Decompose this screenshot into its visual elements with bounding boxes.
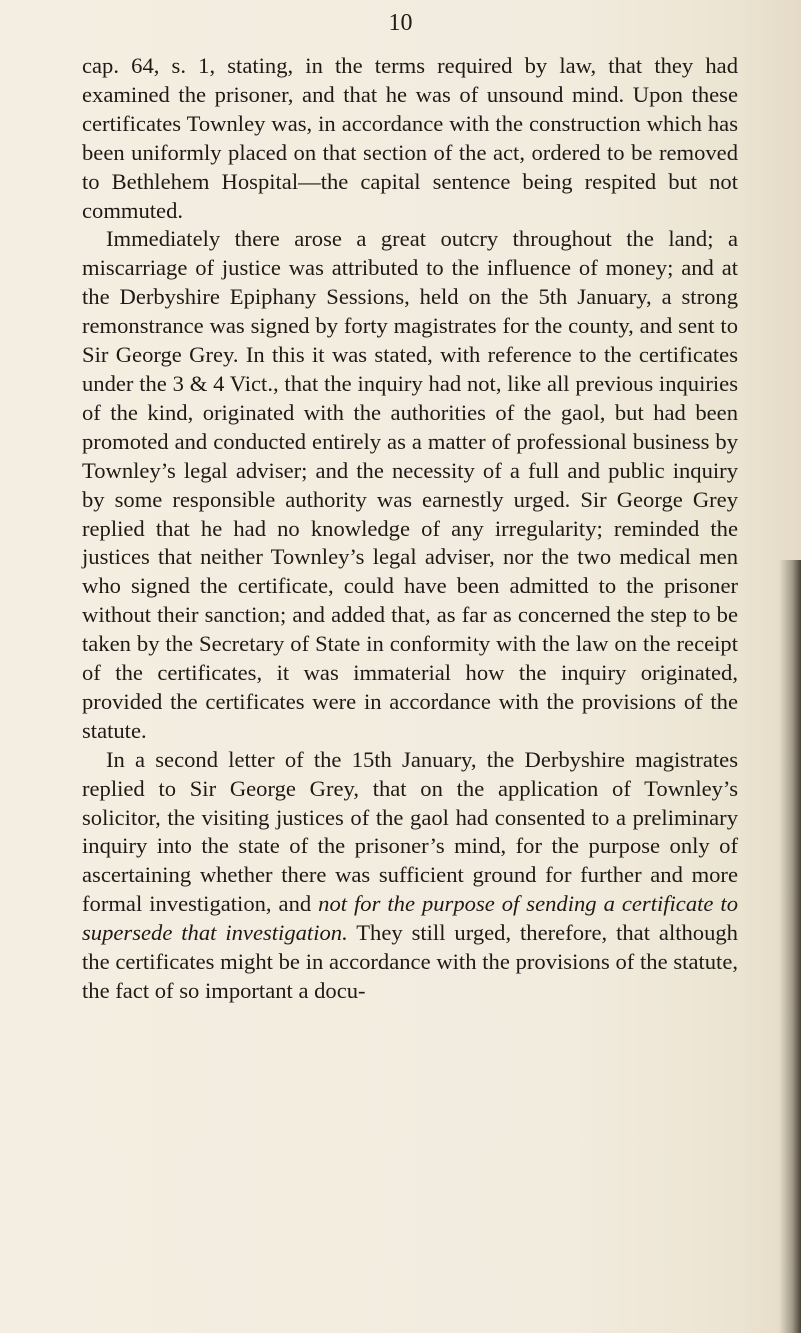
page-number: 10 <box>388 10 413 36</box>
paragraph-3-start: In a second letter of the 15th January, the Derbyshire magistrates replied to Sir George Grey, that on the application of Townley’s solicitor, the visiting justices of the gaol had consented to a preliminary inquiry into the state of the prisoner’s mind, for the purpose only of ascertaining whether there was sufficient ground for further and more formal investigation, and <box>82 746 738 917</box>
paragraph-2: Immediately there arose a great outcry throughout the land; a miscarriage of justice was attributed to the influence of money; and at the Derbyshire Epiphany Sessions, held on the 5th January, a strong remonstrance was signed by forty magistrates for the county, and sent to Sir George Grey. In this it was stated, with reference to the certificates under the 3 & 4 Vict., that the inquiry had not, like all previous inquiries of the kind, originated with the authorities of the gaol, but had been promoted and conducted entirely as a matter of professional business by Townley’s legal adviser; and the necessity of a full and public inquiry by some responsible authority was earnestly urged. Sir George Grey replied that he had no knowledge of any irregularity; reminded the justices that neither Townley’s legal adviser, nor the two medical men who signed the certificate, could have been admitted to the prisoner without their sanction; and added that, as far as concerned the step to be taken by the Secretary of State in conformity with the law on the receipt of the certificates, it was immaterial how the inquiry originated, provided the certificates were in accordance with the provisions of the statute. <box>82 226 738 743</box>
paragraph-3 <box>82 746 738 1006</box>
body-text <box>82 52 738 1006</box>
paragraph-3-italic: not for the purpose of sending a certificate to supersede that investigation. <box>82 891 738 946</box>
paragraph-1: cap. 64, s. 1, stating, in the terms required by law, that they had examined the prisoner, and that he was of unsound mind. Upon these certificates Townley was, in accordance with the construction which has been uniformly placed on that section of the act, ordered to be removed to Bethlehem Hospital—the capital sentence being respited but not commuted. <box>82 53 738 223</box>
paragraph-3-end: They still urged, therefore, that although the certificates might be in accordance with the provisions of the statute, the fact of so important a docu- <box>82 920 738 1003</box>
page-edge-shadow <box>779 560 801 1333</box>
